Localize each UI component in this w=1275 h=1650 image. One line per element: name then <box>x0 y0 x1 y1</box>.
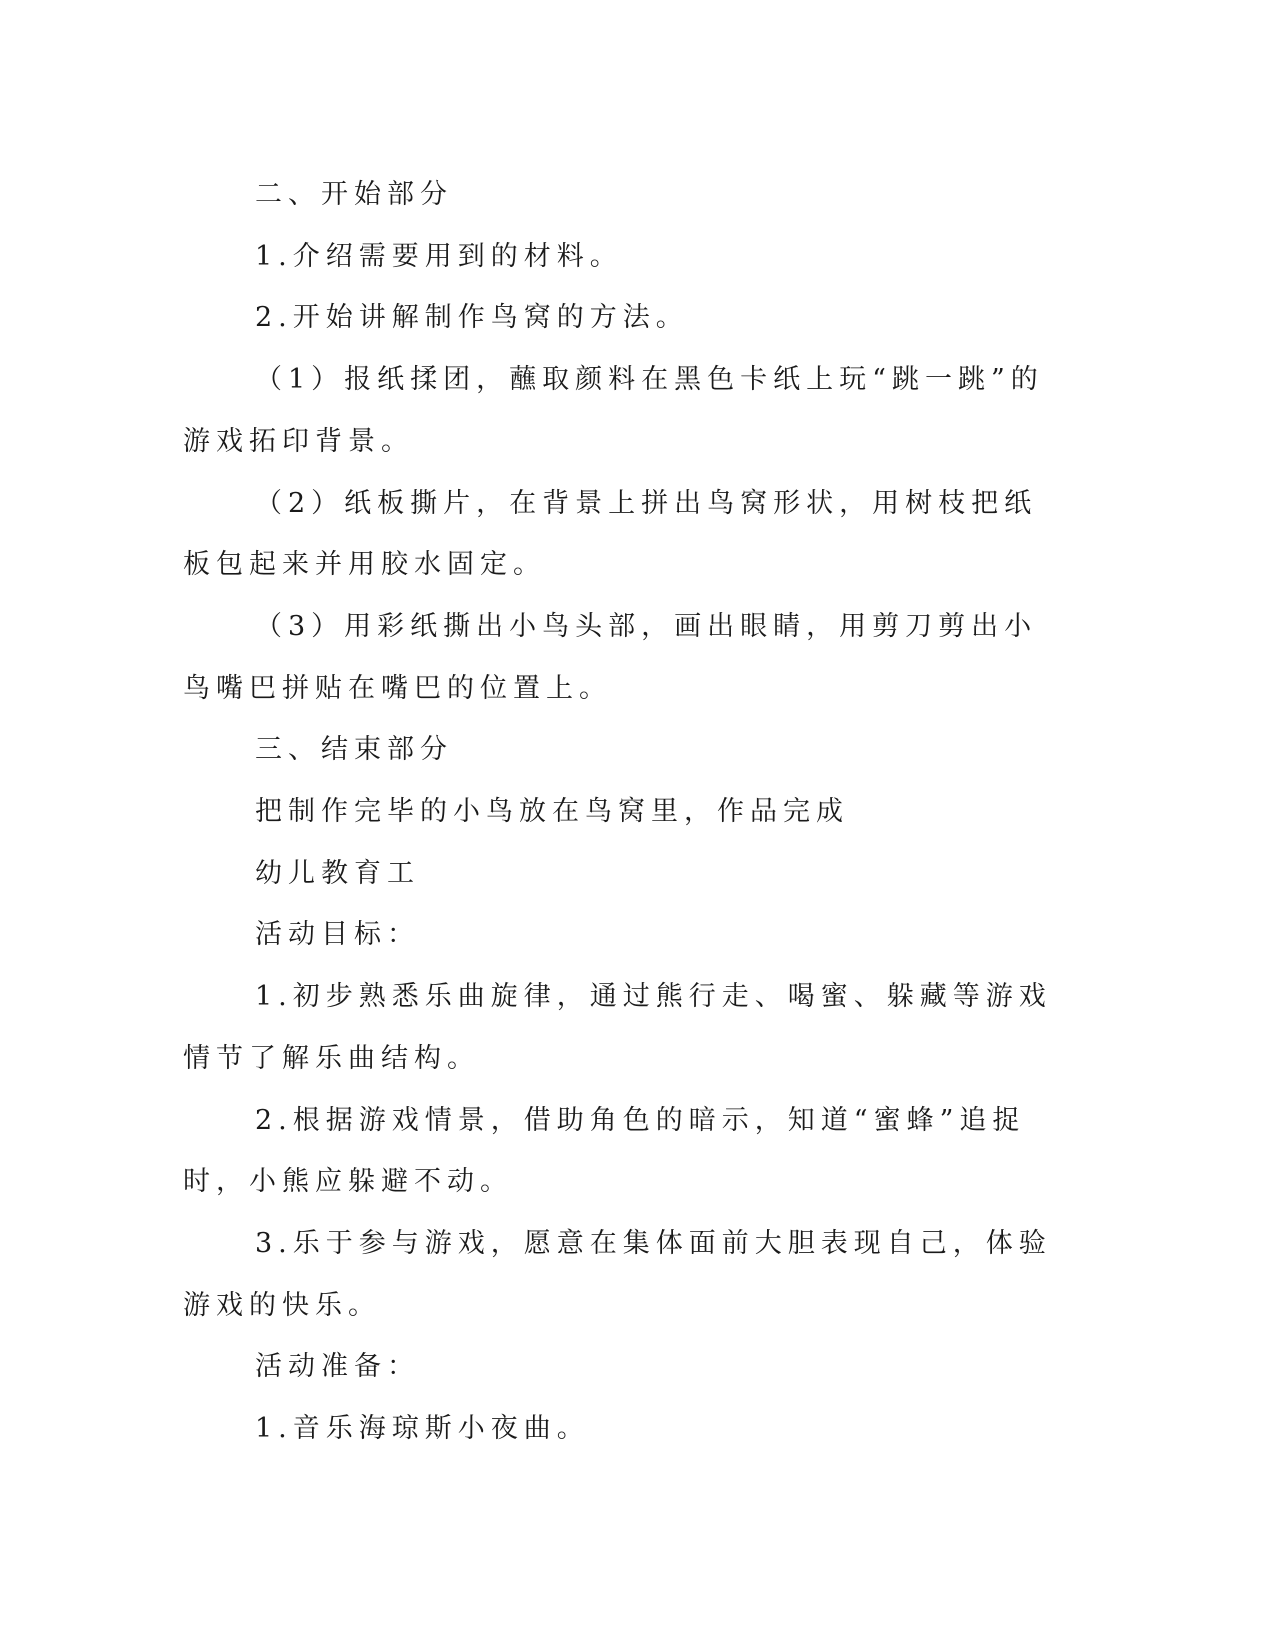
section-heading-end: 三、结束部分 <box>255 734 453 766</box>
paragraph: （2）纸板撕片，在背景上拼出鸟窝形状，用树枝把纸板包起来并用胶水固定。 <box>183 487 1038 581</box>
section-heading-goals: 活动目标： <box>255 919 420 951</box>
paragraph: 把制作完毕的小鸟放在鸟窝里，作品完成 <box>255 796 849 828</box>
paragraph: 3.乐于参与游戏，愿意在集体面前大胆表现自己，体验游戏的快乐。 <box>183 1227 1052 1321</box>
paragraph: （3）用彩纸撕出小鸟头部，画出眼睛，用剪刀剪出小鸟嘴巴拼贴在嘴巴的位置上。 <box>183 610 1038 704</box>
paragraph: 2.根据游戏情景，借助角色的暗示，知道“蜜蜂”追捉时，小熊应躲避不动。 <box>183 1104 1026 1198</box>
paragraph: 1.介绍需要用到的材料。 <box>255 240 623 272</box>
paragraph: 幼儿教育工 <box>255 857 420 889</box>
paragraph: 2.开始讲解制作鸟窝的方法。 <box>255 302 689 334</box>
paragraph: 1.初步熟悉乐曲旋律，通过熊行走、喝蜜、躲藏等游戏情节了解乐曲结构。 <box>183 981 1052 1074</box>
section-heading-prep: 活动准备： <box>255 1351 420 1383</box>
paragraph: （1）报纸揉团，蘸取颜料在黑色卡纸上玩“跳一跳”的游戏拓印背景。 <box>183 364 1044 457</box>
document-body <box>183 164 1063 1460</box>
section-heading-start: 二、开始部分 <box>255 179 453 210</box>
paragraph: 1.音乐海琼斯小夜曲。 <box>255 1413 590 1445</box>
